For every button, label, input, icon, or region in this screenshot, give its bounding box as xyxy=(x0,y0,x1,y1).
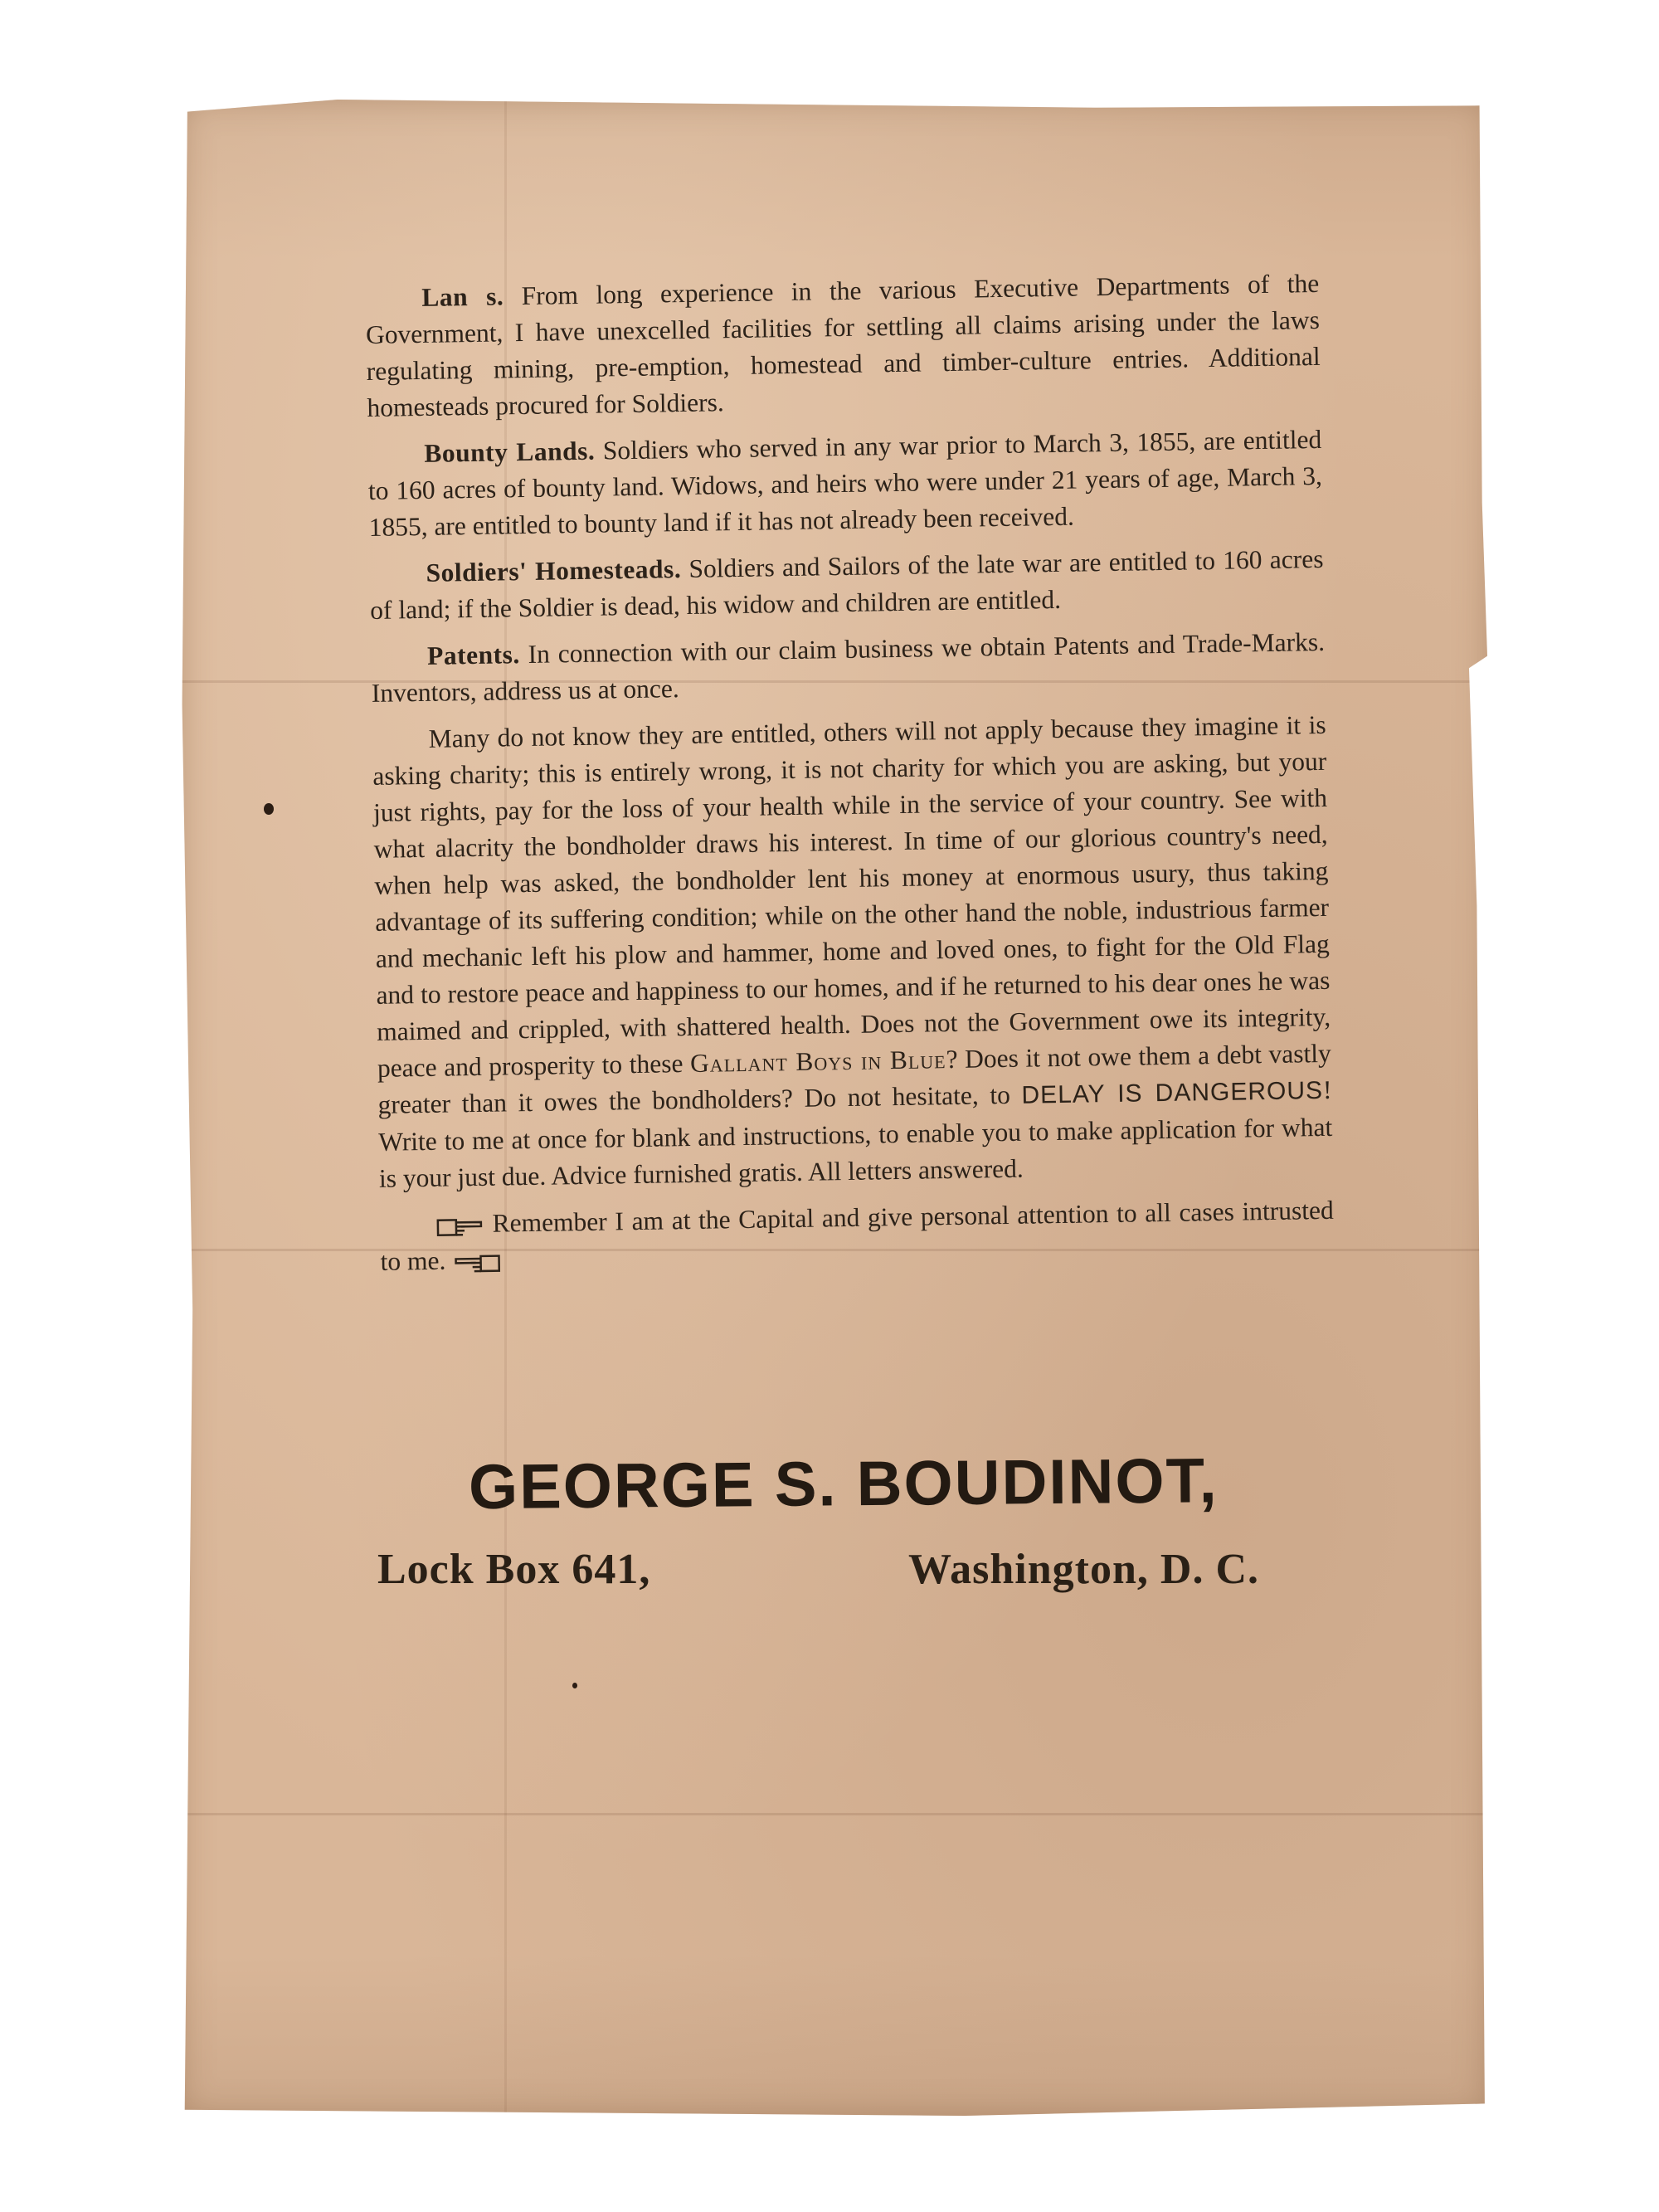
paragraph-lands xyxy=(365,266,1321,426)
paragraph-text: In connection with our claim business we obtain Patents and Trade-Marks. Inventors, address us at once. xyxy=(371,626,1326,708)
fold-crease xyxy=(181,1813,1487,1815)
paragraph-lead: Bounty Lands. xyxy=(424,436,596,468)
paragraph-lead: Lan s. xyxy=(421,281,504,312)
ink-spot xyxy=(572,1683,577,1688)
city-address: Washington, D. C. xyxy=(908,1546,1259,1593)
gallant-boys-emphasis: Gallant Boys in Blue xyxy=(689,1045,946,1078)
delay-is-dangerous: DELAY IS DANGEROUS xyxy=(1021,1076,1324,1109)
paragraph-soldiers-homesteads xyxy=(369,541,1324,629)
pointing-hand-icon xyxy=(436,1215,484,1239)
paragraph-appeal xyxy=(372,707,1333,1197)
paragraph-lead: Soldiers' Homesteads. xyxy=(426,554,682,587)
lock-box-address: Lock Box 641, xyxy=(377,1546,651,1593)
pointing-hand-icon xyxy=(452,1250,500,1274)
sender-name: GEORGE S. BOUDINOT, xyxy=(468,1445,1219,1523)
paragraph-reminder xyxy=(380,1192,1335,1280)
appeal-text: ? Does it not owe them a debt vastly greater than it owes the bondholders? Do not hesitate, to xyxy=(377,1038,1332,1119)
appeal-text: Many do not know they are entitled, others will not apply because they imagine it is asking charity; this is entirely wrong, it is not charity for which you are asking, but your just rights, pay for the loss of your health while in the service of your country. See with what alacrity the bondholder draws his interest. In time of our glorious country's need, when help was asked, the bondholder lent his money at enormous usury, thus taking advantage of its suffering condition; while on the other hand the noble, industrious farmer and mechanic left his plow and hammer, home and loved ones, to fight for the Old Flag and to restore peace and happiness to our homes, and if he returned to his dear ones he was maimed and crippled, with shattered health. Does not the Government owe its integrity, peace and prosperity to these xyxy=(372,709,1331,1083)
paragraph-bounty-lands xyxy=(367,421,1323,546)
body-text xyxy=(365,266,1335,1290)
paragraph-text: Soldiers who served in any war prior to March 3, 1855, are entitled to 160 acres of bounty land. Widows, and heirs who were under 21 years of age, March 3, 1855, are entitled to bounty land if it has not already been received. xyxy=(367,424,1323,542)
reminder-text: Remember I am at the Capital and give personal attention to all cases intrusted to me. xyxy=(380,1195,1335,1276)
paragraph-lead: Patents. xyxy=(426,640,520,670)
paragraph-text: From long experience in the various Executive Departments of the Government, I have unexcelled facilities for settling all claims arising under the laws regulating mining, pre-emption, homestead and timber-culture entries. Additional homesteads procured for Soldiers. xyxy=(365,268,1321,422)
appeal-text: ! Write to me at once for blank and instructions, to enable you to make application for what is your just due. Advice furnished gratis. All letters answered. xyxy=(378,1074,1333,1193)
paragraph-patents xyxy=(371,624,1326,712)
paragraph-text: Soldiers and Sailors of the late war are entitled to 160 acres of land; if the Soldier is dead, his widow and children are entitled. xyxy=(369,543,1324,625)
ink-spot xyxy=(264,803,274,815)
